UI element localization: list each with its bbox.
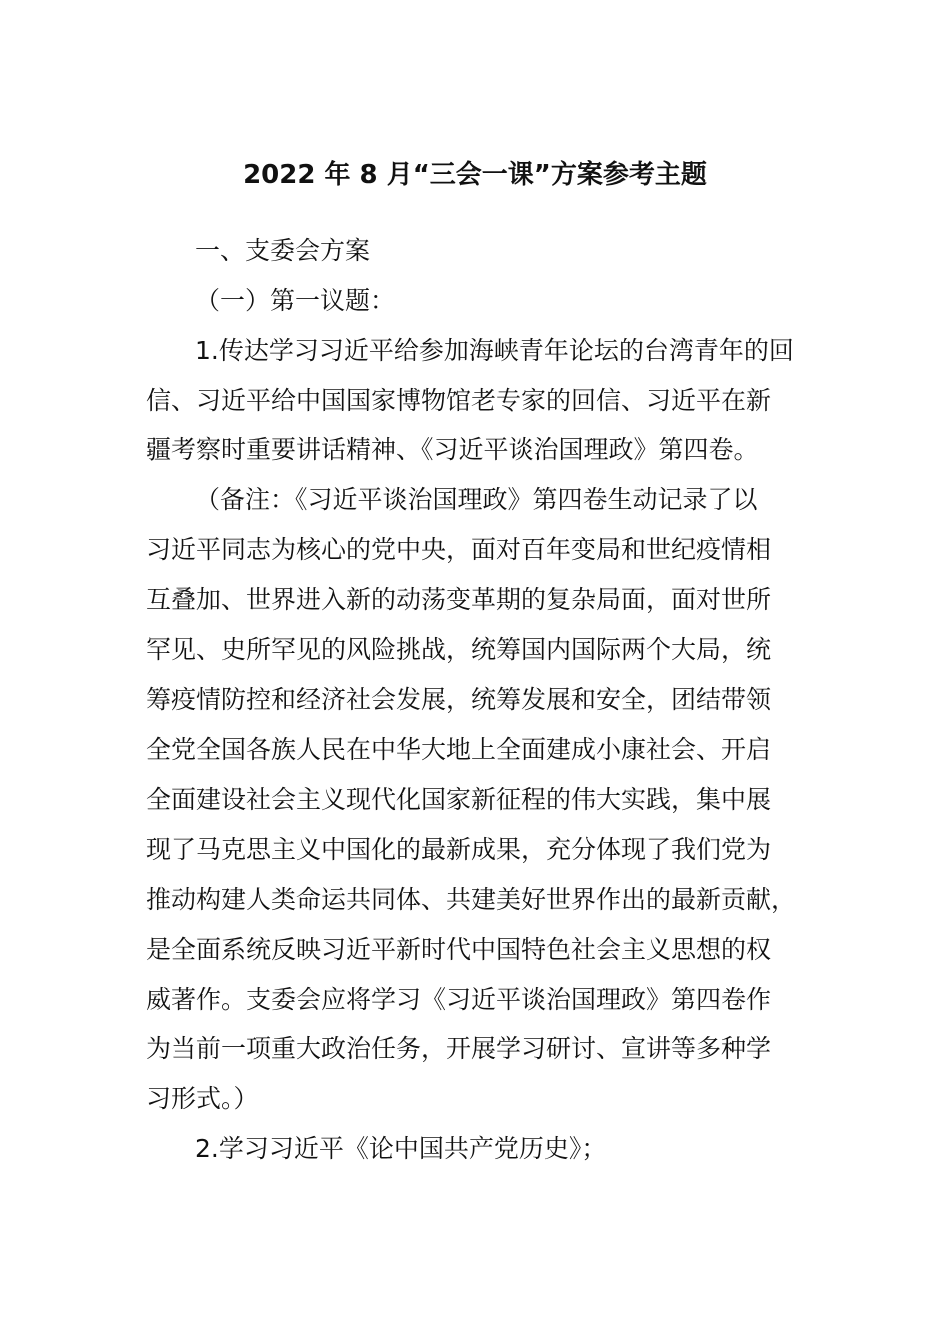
note-line: 习近平同志为核心的党中央，面对百年变局和世纪疫情相 xyxy=(146,535,772,564)
note-line: 筹疫情防控和经济社会发展，统筹发展和安全，团结带领 xyxy=(146,685,772,714)
paragraph-line: 疆考察时重要讲话精神、《习近平谈治国理政》第四卷。 xyxy=(146,435,759,464)
paragraph-line: 信、习近平给中国国家博物馆老专家的回信、习近平在新 xyxy=(146,386,772,415)
note-line: （备注：《习近平谈治国理政》第四卷生动记录了以 xyxy=(195,485,758,514)
note-line: 威著作。支委会应将学习《习近平谈治国理政》第四卷作 xyxy=(146,985,772,1014)
note-line: 是全面系统反映习近平新时代中国特色社会主义思想的权 xyxy=(146,935,772,964)
note-line: 互叠加、世界进入新的动荡变革期的复杂局面，面对世所 xyxy=(146,585,772,614)
paragraph-line: 2.学习习近平《论中国共产党历史》； xyxy=(195,1134,607,1163)
note-line: 全党全国各族人民在中华大地上全面建成小康社会、开启 xyxy=(146,735,772,764)
note-line: 全面建设社会主义现代化国家新征程的伟大实践，集中展 xyxy=(146,785,772,814)
note-line: 为当前一项重大政治任务，开展学习研讨、宣讲等多种学 xyxy=(146,1034,772,1063)
document-title: 2022 年 8 月“三会一课”方案参考主题 xyxy=(243,160,707,190)
note-line: 习形式。） xyxy=(146,1084,259,1113)
note-line: 推动构建人类命运共同体、共建美好世界作出的最新贡献， xyxy=(146,885,797,914)
note-line: 现了马克思主义中国化的最新成果，充分体现了我们党为 xyxy=(146,835,772,864)
paragraph-line: 1.传达学习习近平给参加海峡青年论坛的台湾青年的回 xyxy=(195,336,794,365)
section-heading: 一、支委会方案 xyxy=(195,236,371,265)
note-line: 罕见、史所罕见的风险挑战，统筹国内国际两个大局，统 xyxy=(146,635,772,664)
subsection-heading: （一）第一议题： xyxy=(195,286,396,315)
